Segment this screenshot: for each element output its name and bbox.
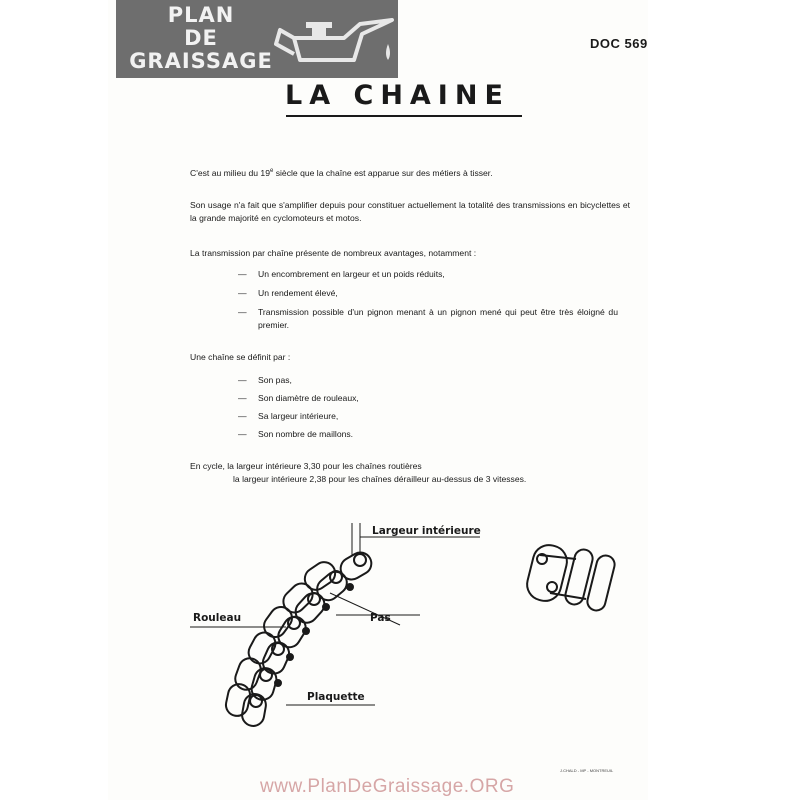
doc-code: DOC 569 (590, 36, 648, 51)
definition-intro: Une chaîne se définit par : (190, 352, 291, 362)
oil-can-icon (274, 10, 396, 76)
definition-text: Son nombre de maillons. (258, 429, 354, 439)
advantage-text: Transmission possible d'un pignon menant à un pignon mené qui peut être très éloigné du premier. (258, 307, 618, 330)
advantage-text: Un rendement élevé, (258, 288, 338, 298)
dash-marker: — (238, 269, 247, 279)
logo-text (116, 4, 286, 73)
logo-line-1: PLAN (167, 3, 235, 27)
definition-text: Sa largeur intérieure, (258, 411, 339, 421)
definition-text: Son pas, (258, 375, 292, 385)
advantage-item (238, 268, 648, 281)
watermark: www.PlanDeGraissage.ORG (260, 776, 515, 797)
title-underline (286, 115, 522, 117)
plate-label: Plaquette (307, 691, 365, 703)
logo-line-2: DE (184, 26, 218, 50)
definition-item (238, 374, 648, 387)
intro-text-end: siècle que la chaîne est apparue sur des métiers à tisser. (273, 167, 493, 178)
logo-banner (116, 0, 398, 78)
dash-marker: — (238, 288, 247, 298)
intro-text-start: C'est au milieu du 19 (190, 167, 270, 178)
chain-diagram (190, 515, 640, 745)
cycle-spec-line-1: En cycle, la largeur intérieure 3,30 pour les chaînes routières (190, 461, 422, 471)
intro-superscript: e (269, 168, 274, 174)
dash-marker: — (238, 393, 247, 403)
advantage-item (238, 306, 618, 332)
usage-paragraph: Son usage n'a fait que s'amplifier depuis pour constituer actuellement la totalité des transmissions en bicyclettes et la grande majorité en cyclomoteurs et motos. (190, 200, 630, 223)
cycle-spec-line-2: la largeur intérieure 2,38 pour les chaînes dérailleur au-dessus de 3 vitesses. (233, 474, 527, 484)
pitch-label: Pas (370, 612, 391, 624)
page-title: LA CHAINE (285, 80, 510, 111)
definition-item (238, 428, 648, 441)
dash-marker: — (238, 375, 247, 385)
roller-label: Rouleau (193, 612, 242, 624)
advantages-intro: La transmission par chaîne présente de nombreux avantages, notamment : (190, 248, 477, 258)
definition-item (238, 392, 648, 405)
definition-text: Son diamètre de rouleaux, (258, 393, 359, 403)
dash-marker: — (238, 307, 247, 317)
intro-paragraph (190, 165, 630, 180)
width-label: Largeur intérieure (372, 525, 481, 537)
printer-credit: J.CHALD - MP - MONTREUIL (560, 768, 614, 773)
definition-item (238, 410, 648, 423)
advantage-text: Un encombrement en largeur et un poids réduits, (258, 269, 445, 279)
advantage-item (238, 287, 648, 300)
logo-line-3: GRAISSAGE (129, 49, 273, 73)
dash-marker: — (238, 429, 247, 439)
dash-marker: — (238, 411, 247, 421)
